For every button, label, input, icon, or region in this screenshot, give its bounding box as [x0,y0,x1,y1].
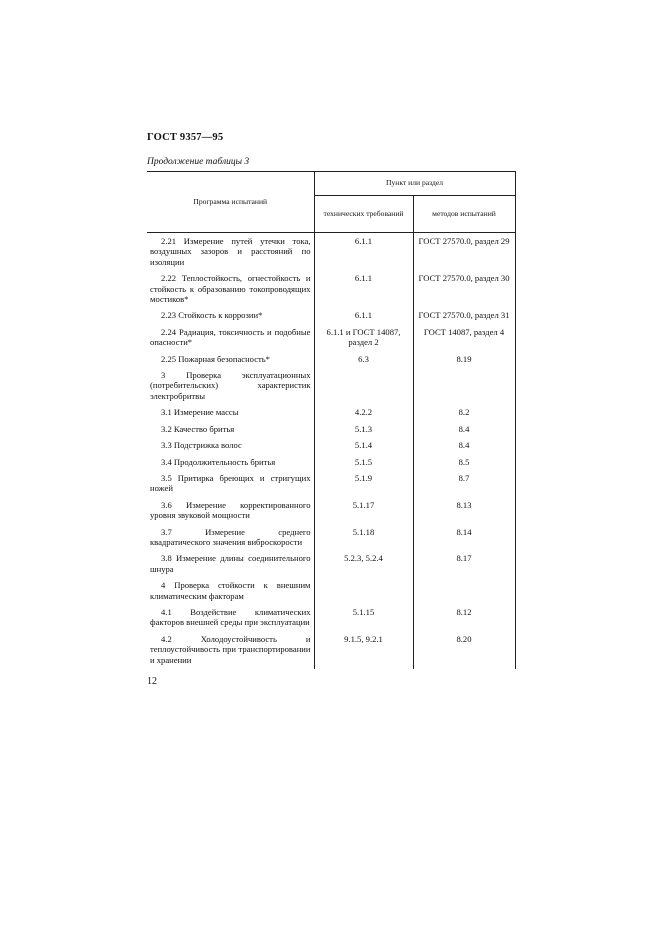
row-program [147,631,314,669]
row-program-text: 2.22 Теплостойкость, огнестойкость и стойкость к образованию токопроводящих мостиков* [150,273,311,305]
table-row [147,367,515,404]
row-program-text: 3.5 Притирка бреющих и стригущих ножей [150,472,311,494]
row-method-ref: ГОСТ 27570.0, раздел 31 [413,307,515,323]
row-method-ref [413,367,515,404]
row-program-text: 3.8 Измерение длины соединительного шнура [150,553,311,574]
table-row [147,550,515,577]
table-caption: Продолжение таблицы 3 [147,157,250,167]
row-tech-ref: 5.1.4 [314,437,413,453]
row-tech-ref: 5.1.5 [314,454,413,470]
row-tech-ref: 4.2.2 [314,404,413,420]
row-method-ref: ГОСТ 27570.0, раздел 30 [413,270,515,307]
table-row [147,454,515,470]
row-program-text: 2.23 Стойкость к коррозии* [161,310,263,321]
row-method-ref: 8.17 [413,550,515,577]
row-tech-ref: 5.1.18 [314,524,413,551]
row-program-text: 4 Проверка стойкости к внешним климатическим факторам [150,580,311,601]
row-tech-ref [314,367,413,404]
row-program-text: 4.1 Воздействие климатических факторов внешней среды при эксплуатации [150,606,311,628]
table-row [147,270,515,307]
row-method-ref: 8.19 [413,351,515,367]
row-program-text: 3.3 Подстрижка волос [161,440,242,451]
row-method-ref: 8.4 [413,437,515,453]
row-tech-ref: 6.1.1 [314,307,413,323]
row-program-text: 3.7 Измерение среднего квадратического значения виброскорости [150,526,311,547]
row-program-text: 3.1 Измерение массы [161,407,239,418]
table-row [147,404,515,420]
row-program [147,351,314,367]
row-method-ref: ГОСТ 27570.0, раздел 29 [413,233,515,271]
row-tech-ref: 9.1.5, 9.2.1 [314,631,413,669]
table-row [147,497,515,524]
column-header-tech: технических требований [314,196,413,233]
row-program [147,270,314,307]
row-method-ref: 8.2 [413,404,515,420]
row-tech-ref: 5.1.15 [314,604,413,631]
table-row [147,421,515,437]
row-method-ref: 8.7 [413,470,515,497]
row-program [147,367,314,404]
row-method-ref: 8.4 [413,421,515,437]
table-row [147,631,515,669]
row-program [147,437,314,453]
row-program [147,470,314,497]
column-header-program: Программа испытаний [147,172,314,233]
table-row [147,324,515,351]
table-row [147,437,515,453]
row-program [147,550,314,577]
row-tech-ref: 5.2.3, 5.2.4 [314,550,413,577]
row-program [147,233,314,271]
row-program-text: 2.21 Измерение путей утечки тока, воздушных зазоров и расстояний по изоляции [150,236,311,267]
row-program [147,524,314,551]
table-row [147,351,515,367]
row-program [147,497,314,524]
row-method-ref: 8.5 [413,454,515,470]
row-tech-ref: 5.1.3 [314,421,413,437]
row-program [147,307,314,323]
row-tech-ref [314,577,413,604]
row-program-text: 3.6 Измерение корректированного уровня звуковой мощности [150,499,311,521]
row-program-text: 3.2 Качество бритья [161,423,235,434]
table-row [147,524,515,551]
row-program [147,577,314,604]
table-row [147,307,515,323]
document-code: ГОСТ 9357—95 [147,132,224,143]
row-program-text: 4.2 Холодоустойчивость и теплоустойчивость при транспортировании и хранении [150,633,311,665]
row-program [147,421,314,437]
row-tech-ref: 6.3 [314,351,413,367]
row-program [147,454,314,470]
row-program [147,324,314,351]
row-tech-ref: 5.1.9 [314,470,413,497]
row-tech-ref: 6.1.1 [314,233,413,271]
row-method-ref: 8.12 [413,604,515,631]
row-program [147,404,314,420]
row-program-text: 2.25 Пожарная безопасность* [161,353,270,364]
table-body [147,233,515,670]
row-method-ref: 8.13 [413,497,515,524]
page-number: 12 [147,676,157,687]
test-program-table [147,171,516,669]
row-method-ref: ГОСТ 14087, раздел 4 [413,324,515,351]
row-tech-ref: 6.1.1 [314,270,413,307]
column-header-methods: методов испытаний [413,196,515,233]
row-tech-ref: 5.1.17 [314,497,413,524]
table-row [147,470,515,497]
row-program-text: 3 Проверка эксплуатационных (потребительских) характеристик электробритвы [150,370,311,401]
row-method-ref: 8.14 [413,524,515,551]
table-row [147,604,515,631]
row-method-ref [413,577,515,604]
row-tech-ref: 6.1.1 и ГОСТ 14087, раздел 2 [314,324,413,351]
row-method-ref: 8.20 [413,631,515,669]
table-row [147,233,515,271]
row-program-text: 2.24 Радиация, токсичность и подобные опасности* [150,326,311,348]
row-program [147,604,314,631]
row-program-text: 3.4 Продолжительность бритья [161,456,276,467]
column-header-group: Пункт или раздел [314,172,515,196]
table-row [147,577,515,604]
